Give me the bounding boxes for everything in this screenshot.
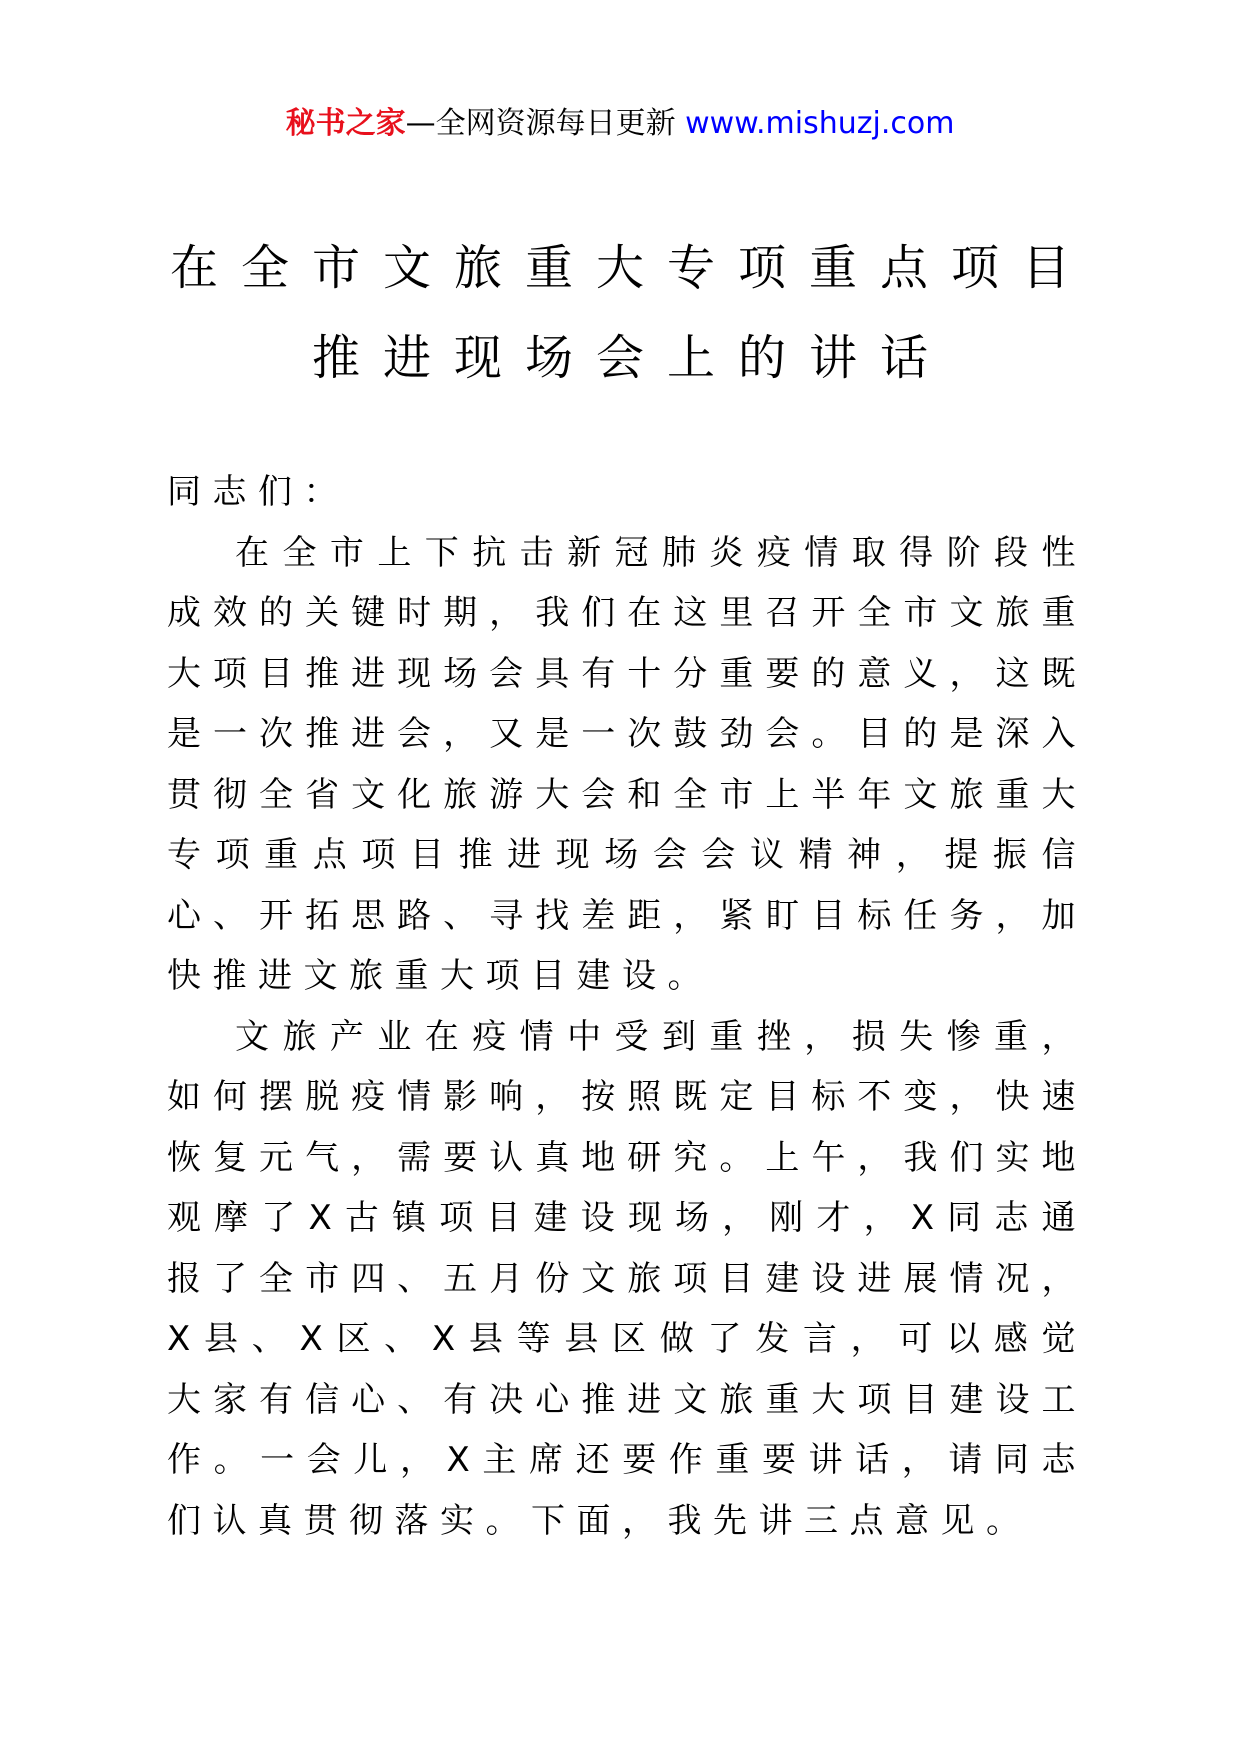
site-header — [0, 100, 1240, 148]
site-brand: 秘书之家 — [285, 106, 406, 141]
document-body — [167, 462, 1087, 1551]
document-title-line-2: 推进现场会上的讲话 — [311, 330, 951, 386]
paragraph-2: 文旅产业在疫情中受到重挫，损失惨重，如何摆脱疫情影响，按照既定目标不变，快速恢复元气，需要认真地研究。上午，我们实地观摩了X古镇项目建设现场，刚才，X同志通报了全市四、五月份文旅项目建设进展情况，X县、X区、X县等县区做了发言，可以感觉大家有信心、有决心推进文旅重大项目建设工作。一会儿，X主席还要作重要讲话，请同志们认真贯彻落实。下面，我先讲三点意见。 — [167, 1016, 1087, 1541]
salutation: 同志们： — [167, 472, 349, 512]
paragraph-1: 在全市上下抗击新冠肺炎疫情取得阶段性成效的关键时期，我们在这里召开全市文旅重大项目推进现场会具有十分重要的意义，这既是一次推进会，又是一次鼓劲会。目的是深入贯彻全省文化旅游大会和全市上半年文旅重大专项重点项目推进现场会会议精神，提振信心、开拓思路、寻找差距，紧盯目标任务，加快推进文旅重大项目建设。 — [167, 532, 1087, 996]
site-slogan: —全网资源每日更新 — [405, 106, 676, 141]
document-title-line-1: 在全市文旅重大专项重点项目 — [169, 240, 1093, 296]
site-url-link[interactable]: www.mishuzj.com — [685, 106, 955, 141]
